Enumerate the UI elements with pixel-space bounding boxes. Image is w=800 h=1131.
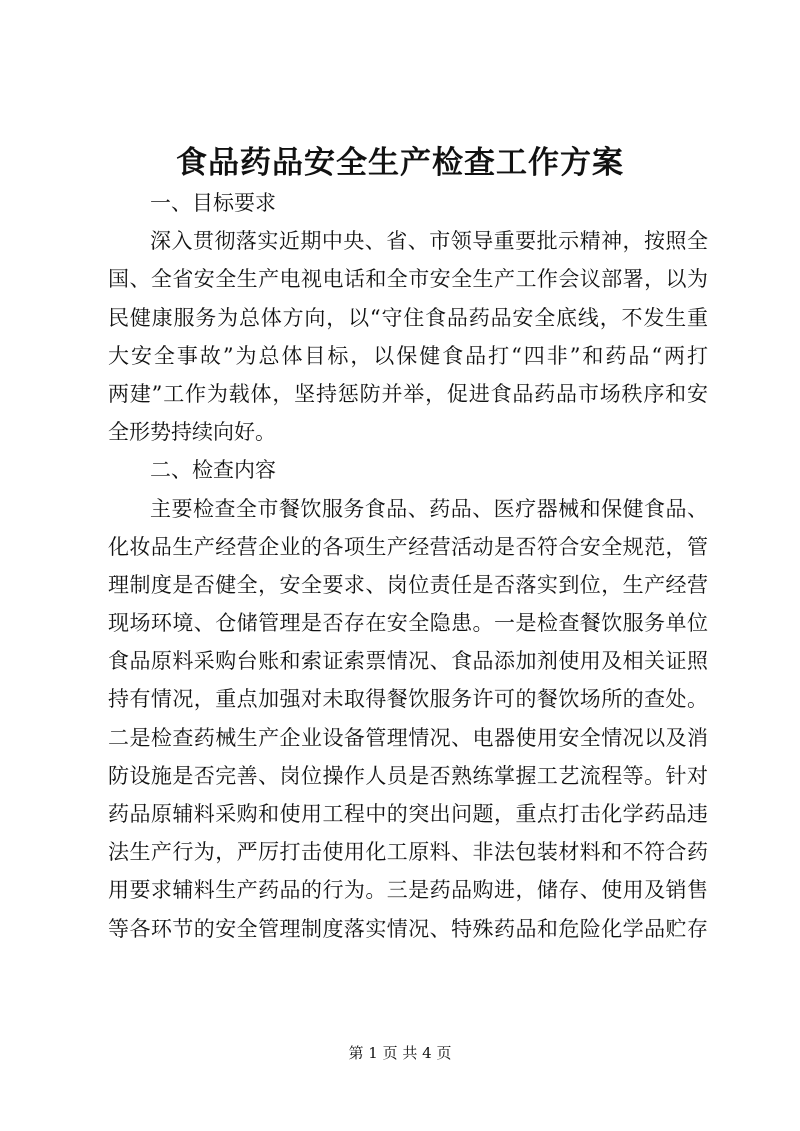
paragraph-line: 理制度是否健全，安全要求、岗位责任是否落实到位，生产经营 [108, 572, 708, 597]
paragraph-line: 用要求辅料生产药品的行为。三是药品购进，储存、使用及销售 [108, 878, 708, 903]
paragraph-line: 法生产行为，严厉打击使用化工原料、非法包装材料和不符合药 [108, 840, 708, 865]
paragraph-line: 现场环境、仓储管理是否存在安全隐患。一是检查餐饮服务单位 [108, 611, 708, 636]
paragraph-line: 防设施是否完善、岗位操作人员是否熟练掌握工艺流程等。针对 [108, 763, 708, 788]
paragraph-line: 食品原料采购台账和索证索票情况、食品添加剂使用及相关证照 [108, 649, 708, 674]
paragraph-line: 主要检查全市餐饮服务食品、药品、医疗器械和保健食品、 [150, 496, 708, 521]
paragraph-line: 等各环节的安全管理制度落实情况、特殊药品和危险化学品贮存 [108, 916, 708, 941]
paragraph-line: 二是检查药械生产企业设备管理情况、电器使用安全情况以及消 [108, 725, 708, 750]
section-heading-goals: 一、目标要求 [150, 191, 276, 215]
paragraph-line: 大安全事故”为总体目标，以保健食品打“四非”和药品“两打 [108, 343, 708, 368]
paragraph-line: 国、全省安全生产电视电话和全市安全生产工作会议部署，以为 [108, 267, 708, 292]
document-body [108, 184, 708, 948]
paragraph-line: 深入贯彻落实近期中央、省、市领导重要批示精神，按照全 [150, 229, 708, 254]
paragraph-line: 两建”工作为载体，坚持惩防并举，促进食品药品市场秩序和安 [108, 381, 708, 406]
paragraph-line: 全形势持续向好。 [108, 420, 276, 445]
paragraph-line: 药品原辅料采购和使用工程中的突出问题，重点打击化学药品违 [108, 802, 708, 826]
page-title: 食品药品安全生产检查工作方案 [176, 145, 624, 181]
paragraph-line: 化妆品生产经营企业的各项生产经营活动是否符合安全规范，管 [108, 534, 708, 559]
page-footer: 第 1 页 共 4 页 [348, 1044, 452, 1062]
section-heading-contents: 二、检查内容 [150, 458, 276, 483]
paragraph-line: 民健康服务为总体方向，以“守住食品药品安全底线，不发生重 [108, 305, 708, 330]
paragraph-line: 持有情况，重点加强对未取得餐饮服务许可的餐饮场所的查处。 [108, 687, 708, 712]
